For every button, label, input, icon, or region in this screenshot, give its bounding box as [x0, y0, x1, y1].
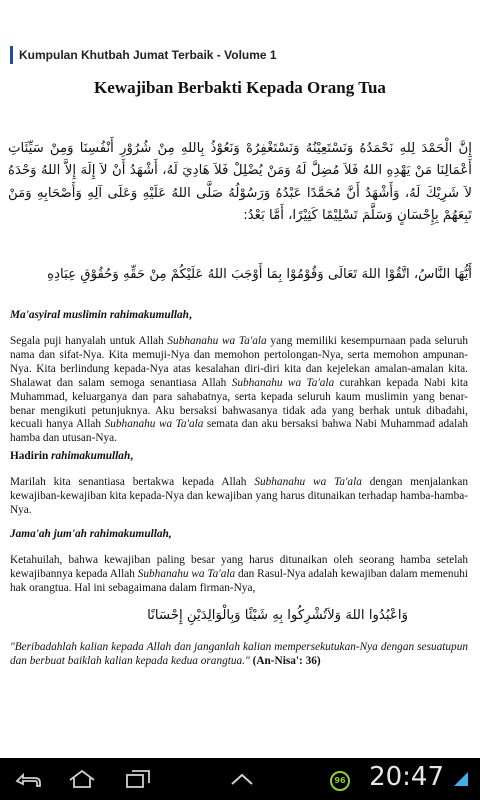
notification-badge[interactable]: 96	[330, 771, 350, 791]
system-navigation-bar	[0, 758, 480, 800]
book-header: Kumpulan Khutbah Jumat Terbaik - Volume 1	[10, 46, 277, 64]
recent-apps-icon[interactable]	[118, 765, 158, 793]
section-heading-1: Ma'asyiral muslimin rahimakumullah,	[10, 309, 192, 321]
verse-translation: "Beribadahlah kalian kepada Allah dan janganlah kalian mempersekutukan-Nya dengan sesuatupun dan berbuat baiklah kalian kepada kedua orangtua." (An-Nisa': 36)	[10, 641, 468, 667]
paragraph-1: Segala puji hanyalah untuk Allah Subhanahu wa Ta'ala yang memiliki kesempurnaan pada seluruh nama dan sifat-Nya. Kita memuji-Nya dan memohon pertolongan-Nya, serta memohon ampunan-Nya. Kita berlindung kepada-Nya atas kesalahan diri-diri kita dan kejelekan amalan-amalan kita. Shalawat dan salam semoga senantiasa Allah Subhanahu wa Ta'ala curahkan kepada Nabi kita Muhammad, keluarganya dan para sahabatnya, serta kepada seluruh kaum muslimin yang benar-benar mengikuti petunjuknya. Aku bersaksi bahwasanya tidak ada yang berhak untuk dibadahi, kecuali hanya Allah Subhanahu wa Ta'ala semata dan aku bersaksi bahwa Nabi Muhammad adalah hamba dan utusan-Nya.	[10, 335, 468, 445]
section-heading-3: Jama'ah jum'ah rahimakumullah,	[10, 528, 172, 540]
signal-icon	[452, 770, 470, 788]
paragraph-3: Ketahuilah, bahwa kewajiban paling besar yang harus ditunaikan oleh seorang hamba setelah kewajibannya kepada Allah Subhanahu wa Ta'ala dan Rasul-Nya adalah kewajiban dalam memenuhi hak orangtua. Hal ini sebagaimana dalam firman-Nya,	[10, 554, 469, 594]
chevron-up-icon[interactable]	[222, 765, 262, 793]
back-arrow-icon[interactable]	[8, 765, 48, 793]
arabic-call: أَيُّهَا النَّاسُ، اتَّقُوْا اللهَ تَعَالَى وَقُوْمُوْا بِمَا أَوْجَبَ اللهُ عَلَيْكُمْ مِنْ حَقِّهِ وَحُقُوْقِ عِبَادِهِ	[47, 267, 472, 282]
clock: 20:47	[369, 762, 444, 792]
paragraph-2: Marilah kita senantiasa bertakwa kepada Allah Subhanahu wa Ta'ala dengan menjalankan kewajiban-kewajiban kita kepada-Nya dan kewajiban yang harus ditunaikan terhadap hamba-hamba-Nya.	[10, 476, 468, 516]
arabic-opening: إِنَّ الْحَمْدَ لِلهِ نَحْمَدُهُ وَنَسْتَعِيْنُهُ وَنَسْتَغْفِرُهْ وَنَعُوْذُ بِاللهِ مِنْ شُرُوْرِ أَنْفُسِنَا وَمِنْ سَيِّئَاتِ أَعْمَالِنَا مَنْ يَهْدِهِ اللهُ فَلاَ مُضِلَّ لَهُ وَمَنْ يُضْلِلْ فَلاَ هَادِيَ لَهُ، أَشْهَدُ أَنْ لاَ إِلَهَ إِلاَّ اللهُ وَحْدَهُ لاَ شَرِيْكَ لَهُ، وَأَشْهَدُ أَنَّ مُحَمَّدًا عَبْدُهُ وَرَسُوْلُهُ صَلَّى اللهُ عَلَيْهِ وَعَلَى آلِهِ وَأَصْحَابِهِ وَمَنْ تَبِعَهُمْ بِإِحْسَانٍ وَسَلَّمَ تَسْلِيْمًا كَثِيْرًا، أَمَّا بَعْدُ:	[8, 141, 472, 224]
home-icon[interactable]	[62, 765, 102, 793]
quran-verse: وَاعْبُدُوا اللهَ وَلاَتُشْرِكُوا بِهِ شَيْئًا وَبِالْوَالِدَيْنِ إِحْسَانًا	[147, 608, 408, 623]
section-heading-2: Hadirin rahimakumullah,	[10, 450, 134, 462]
chapter-title: Kewajiban Berbakti Kepada Orang Tua	[94, 78, 386, 97]
